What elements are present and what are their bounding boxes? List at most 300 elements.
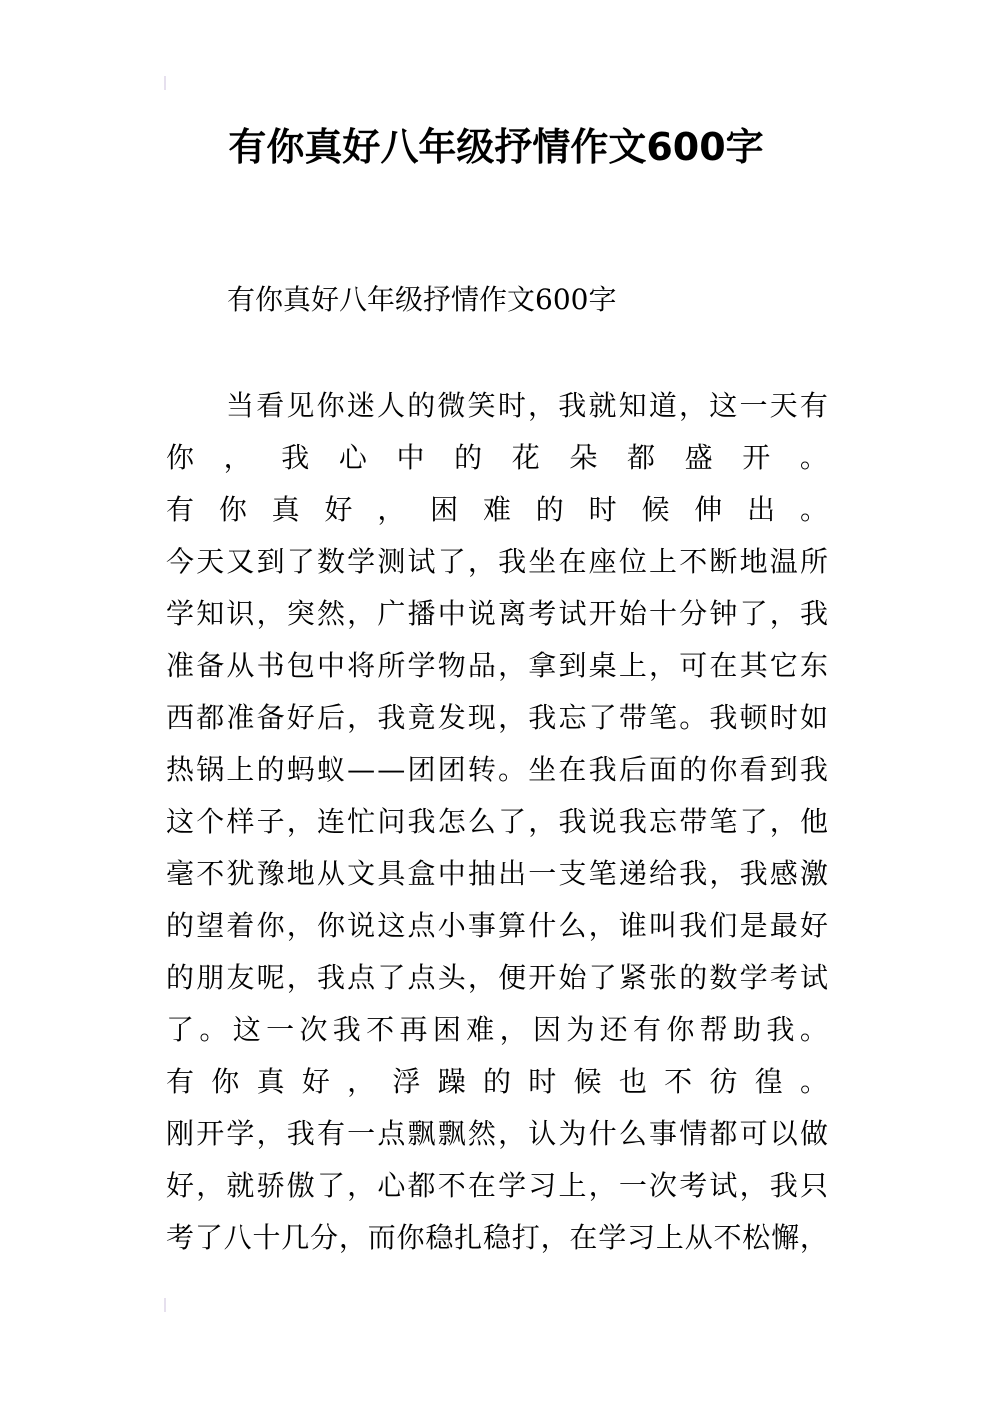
text-char: 开 (742, 441, 771, 474)
text-char: 团 (407, 753, 436, 786)
text-char: ， (540, 1221, 569, 1254)
text-char: 为 (566, 1013, 595, 1046)
text-char: 。 (199, 1013, 228, 1046)
text-char: 从 (316, 857, 345, 890)
text-char: 上 (226, 753, 255, 786)
text-char: 备 (256, 701, 285, 734)
text-char: 认 (528, 1117, 557, 1150)
text-char: 测 (377, 545, 406, 578)
text-char: 我 (558, 389, 587, 422)
text-char: 有 (633, 1013, 662, 1046)
text-char: ， (286, 909, 315, 942)
text-char: 一 (347, 1117, 376, 1150)
text-char: 最 (769, 909, 798, 942)
text-char: 考 (679, 1169, 708, 1202)
text-char: ， (799, 1221, 828, 1254)
text-char: 也 (618, 1065, 647, 1098)
text-char: 好 (301, 1065, 330, 1098)
text-char: 学 (347, 545, 376, 578)
text-char: 在 (467, 1169, 496, 1202)
text-char: 试 (558, 597, 587, 630)
text-line (166, 906, 828, 958)
text-char: 看 (739, 753, 768, 786)
text-char: 竟 (407, 701, 436, 734)
text-line (166, 1010, 828, 1062)
text-char: 发 (437, 701, 466, 734)
text-char: 我 (332, 1013, 361, 1046)
text-char: 懈 (771, 1221, 800, 1254)
text-char: 笔 (588, 857, 617, 890)
text-char: ， (196, 1169, 225, 1202)
text-char: ， (769, 805, 798, 838)
text-char: ， (498, 701, 527, 734)
text-char: 分 (310, 1221, 339, 1254)
text-char: 八 (223, 1221, 252, 1254)
text-char: 笔 (709, 805, 738, 838)
text-char: 物 (437, 649, 466, 682)
text-char: 你 (666, 1013, 695, 1046)
text-char: 知 (196, 597, 225, 630)
text-char: 突 (286, 597, 315, 630)
text-char: 所 (377, 649, 406, 682)
text-char: ， (467, 545, 496, 578)
text-char: 我 (316, 961, 345, 994)
text-char: ， (286, 961, 315, 994)
text-char: 我 (799, 597, 828, 630)
text-char: 中 (316, 649, 345, 682)
text-char: 我 (739, 857, 768, 890)
text-char: 从 (684, 1221, 713, 1254)
text-char: ， (223, 441, 252, 474)
text-char: 。 (799, 1065, 828, 1098)
text-char: 小 (437, 909, 466, 942)
text-char: 到 (256, 545, 285, 578)
text-char: 毫 (166, 857, 195, 890)
text-char: 这 (377, 909, 406, 942)
text-char: 我 (769, 1169, 798, 1202)
text-char: 微 (437, 389, 466, 422)
text-line (166, 646, 828, 698)
text-char: 感 (769, 857, 798, 890)
text-char: 书 (256, 649, 285, 682)
essay-subtitle: 有你真好八年级抒情作文600字 (227, 283, 617, 316)
text-char: 面 (648, 753, 677, 786)
text-char: 开 (196, 1117, 225, 1150)
text-char: 我 (281, 441, 310, 474)
text-char: — (377, 753, 406, 786)
text-char: 了 (437, 545, 466, 578)
text-char: 上 (655, 1221, 684, 1254)
text-char: 迷 (346, 389, 375, 422)
text-char: 他 (799, 805, 828, 838)
text-char: 顿 (739, 701, 768, 734)
text-char: 数 (316, 545, 345, 578)
text-char: 只 (799, 1169, 828, 1202)
text-char: ， (467, 961, 496, 994)
text-char: 开 (528, 961, 557, 994)
text-line (166, 1166, 828, 1218)
text-char: 试 (407, 545, 436, 578)
text-char: 朵 (569, 441, 598, 474)
text-char: 学 (498, 1169, 527, 1202)
text-char: 的 (407, 389, 436, 422)
text-char: 不 (679, 545, 708, 578)
essay-body (166, 386, 828, 1270)
text-char: 事 (649, 1117, 678, 1150)
text-char: 考 (166, 1221, 195, 1254)
text-char: 次 (649, 1169, 678, 1202)
text-char: 而 (367, 1221, 396, 1254)
text-char: 你 (709, 753, 738, 786)
text-char: 笔 (649, 701, 678, 734)
text-char: 帮 (699, 1013, 728, 1046)
text-char: 习 (627, 1221, 656, 1254)
text-char: 你 (396, 1221, 425, 1254)
text-char: 考 (769, 961, 798, 994)
text-char: 开 (588, 597, 617, 630)
text-char: 试 (709, 1169, 738, 1202)
text-char: 说 (588, 805, 617, 838)
text-char: 文 (347, 857, 376, 890)
text-char: 上 (649, 545, 678, 578)
text-char: 傲 (286, 1169, 315, 1202)
text-char: ， (528, 389, 557, 422)
text-char: 了 (316, 1169, 345, 1202)
text-char: 的 (166, 909, 195, 942)
text-char: 我 (618, 805, 647, 838)
text-char: 什 (528, 909, 557, 942)
text-char: 试 (799, 961, 828, 994)
text-char: ， (769, 597, 798, 630)
text-char: ， (347, 597, 376, 630)
text-char: 激 (799, 857, 828, 890)
text-char: 分 (679, 597, 708, 630)
text-char: ， (528, 805, 557, 838)
text-char: ， (709, 857, 738, 890)
text-char: ， (498, 1117, 527, 1150)
text-char: 一 (618, 1169, 647, 1202)
text-char: 在 (558, 753, 587, 786)
text-char: 都 (407, 1169, 436, 1202)
text-char: 你 (166, 441, 195, 474)
text-char: 看 (256, 389, 285, 422)
text-line (166, 698, 828, 750)
text-char: 始 (558, 961, 587, 994)
text-char: 我 (766, 1013, 795, 1046)
text-char: 考 (528, 597, 557, 630)
text-char: 我 (528, 701, 557, 734)
text-char: 转 (467, 753, 496, 786)
text-char: 中 (437, 597, 466, 630)
text-char: 座 (588, 545, 617, 578)
text-char: 了 (377, 961, 406, 994)
text-char: 我 (498, 545, 527, 578)
text-char: ， (256, 1117, 285, 1150)
text-char: 我 (679, 857, 708, 890)
text-char: 稳 (425, 1221, 454, 1254)
text-char: 望 (196, 909, 225, 942)
text-char: 位 (618, 545, 647, 578)
text-char: 始 (618, 597, 647, 630)
text-char: 张 (649, 961, 678, 994)
text-char: ， (499, 1013, 528, 1046)
text-char: 不 (437, 1169, 466, 1202)
text-char: ， (679, 389, 708, 422)
text-char: 十 (649, 597, 678, 630)
text-char: 一 (266, 1013, 295, 1046)
text-char: 盒 (407, 857, 436, 890)
text-char: 我 (558, 805, 587, 838)
text-char: 播 (407, 597, 436, 630)
text-char: 都 (627, 441, 656, 474)
text-char: 困 (432, 1013, 461, 1046)
text-char: 我 (286, 1117, 315, 1150)
text-char: 十 (252, 1221, 281, 1254)
text-char: 可 (739, 1117, 768, 1150)
text-char: 在 (569, 1221, 598, 1254)
text-char: 你 (211, 1065, 240, 1098)
text-char: 你 (218, 493, 247, 526)
text-char: 好 (286, 701, 315, 734)
text-char: 好 (166, 1169, 195, 1202)
text-char: ， (347, 701, 376, 734)
text-char: 个 (196, 805, 225, 838)
text-char: 稳 (482, 1221, 511, 1254)
text-char: 们 (709, 909, 738, 942)
text-line (166, 1218, 828, 1270)
text-char: 准 (166, 649, 195, 682)
text-char: 次 (299, 1013, 328, 1046)
text-char: 了 (588, 701, 617, 734)
text-char: 坐 (528, 545, 557, 578)
text-char: 了 (739, 805, 768, 838)
text-char: 带 (679, 805, 708, 838)
text-char: 因 (532, 1013, 561, 1046)
text-char: 连 (316, 805, 345, 838)
text-char: 断 (709, 545, 738, 578)
text-char: 的 (454, 441, 483, 474)
text-char: 知 (618, 389, 647, 422)
text-char: 蚁 (316, 753, 345, 786)
text-line (166, 1062, 828, 1114)
text-char: 在 (709, 649, 738, 682)
text-char: 点 (347, 961, 376, 994)
text-line (166, 594, 828, 646)
text-char: 道 (648, 389, 677, 422)
text-char: 么 (558, 909, 587, 942)
text-char: 犹 (226, 857, 255, 890)
text-char: 都 (709, 1117, 738, 1150)
text-char: 朋 (196, 961, 225, 994)
text-char: ， (377, 493, 406, 526)
text-char: 我 (377, 701, 406, 734)
text-char: 时 (588, 493, 617, 526)
text-char: 一 (739, 389, 768, 422)
text-line (166, 750, 828, 802)
text-char: 具 (377, 857, 406, 890)
text-char: 笑 (467, 389, 496, 422)
text-char: 了 (498, 805, 527, 838)
page-title: 有你真好八年级抒情作文600字 (228, 125, 764, 169)
text-line (166, 1114, 828, 1166)
text-char: 忘 (649, 805, 678, 838)
text-char: 候 (641, 493, 670, 526)
text-char: 徨 (754, 1065, 783, 1098)
text-char: ， (286, 805, 315, 838)
text-line (166, 802, 828, 854)
text-char: 学 (739, 961, 768, 994)
text-char: 它 (769, 649, 798, 682)
text-char: 我 (679, 909, 708, 942)
text-char: 中 (437, 857, 466, 890)
margin-mark-top (164, 76, 166, 90)
text-char: 刚 (166, 1117, 195, 1150)
text-char: 包 (286, 649, 315, 682)
text-char: 说 (467, 597, 496, 630)
text-char: 的 (679, 961, 708, 994)
text-char: 当 (226, 389, 255, 422)
text-char: 拿 (528, 649, 557, 682)
text-char: 伸 (694, 493, 723, 526)
text-char: 我 (588, 753, 617, 786)
text-line (166, 490, 828, 542)
text-char: 不 (366, 1013, 395, 1046)
text-line (166, 958, 828, 1010)
text-char: 以 (769, 1117, 798, 1150)
text-char: 算 (498, 909, 527, 942)
text-char: 扎 (454, 1221, 483, 1254)
text-char: 了 (166, 1013, 195, 1046)
text-char: 品 (467, 649, 496, 682)
text-char: 我 (799, 753, 828, 786)
text-char: 了 (588, 961, 617, 994)
text-char: 如 (799, 701, 828, 734)
text-char: 彷 (709, 1065, 738, 1098)
text-char: 从 (226, 649, 255, 682)
text-char: 松 (742, 1221, 771, 1254)
text-char: 中 (396, 441, 425, 474)
text-char: 你 (316, 389, 345, 422)
text-char: 出 (498, 857, 527, 890)
text-char: 有 (316, 1117, 345, 1150)
text-char: 了 (194, 1221, 223, 1254)
text-char: 不 (664, 1065, 693, 1098)
text-char: 时 (497, 389, 526, 422)
text-char: 子 (256, 805, 285, 838)
text-char: 我 (709, 701, 738, 734)
text-char: ， (739, 1169, 768, 1202)
text-char: 今 (166, 545, 195, 578)
text-char: 就 (226, 1169, 255, 1202)
text-char: 天 (196, 545, 225, 578)
text-char: 的 (256, 753, 285, 786)
text-char: 谁 (618, 909, 647, 942)
text-char: 广 (377, 597, 406, 630)
text-char: 地 (286, 857, 315, 890)
text-char: 然 (316, 597, 345, 630)
text-char: 浮 (392, 1065, 421, 1098)
text-char: 上 (558, 1169, 587, 1202)
text-char: 出 (747, 493, 776, 526)
text-char: 助 (733, 1013, 762, 1046)
text-char: 困 (430, 493, 459, 526)
text-char: 时 (769, 701, 798, 734)
text-char: 支 (558, 857, 587, 890)
text-char: 其 (739, 649, 768, 682)
text-char: 怎 (437, 805, 466, 838)
text-char: 又 (226, 545, 255, 578)
text-char: 备 (196, 649, 225, 682)
text-char: 问 (377, 805, 406, 838)
text-char: 这 (232, 1013, 261, 1046)
text-char: 真 (256, 1065, 285, 1098)
text-char: 着 (226, 909, 255, 942)
text-char: 。 (679, 701, 708, 734)
text-char: 样 (226, 805, 255, 838)
text-char: 点 (407, 909, 436, 942)
text-char: 一 (528, 857, 557, 890)
text-char: 上 (618, 649, 647, 682)
text-line (166, 386, 828, 438)
text-char: 蚂 (286, 753, 315, 786)
text-char: 的 (166, 961, 195, 994)
text-char: 就 (588, 389, 617, 422)
text-char: 呢 (256, 961, 285, 994)
text-char: 盛 (684, 441, 713, 474)
text-char: 的 (679, 753, 708, 786)
text-char: 有 (799, 389, 828, 422)
text-char: 打 (511, 1221, 540, 1254)
text-char: 心 (338, 441, 367, 474)
text-char: 天 (769, 389, 798, 422)
text-char: ， (338, 1221, 367, 1254)
text-char: 地 (739, 545, 768, 578)
text-line (166, 542, 828, 594)
text-char: 为 (558, 1117, 587, 1150)
text-char: 点 (377, 1117, 406, 1150)
text-char: 习 (528, 1169, 557, 1202)
text-char: 可 (679, 649, 708, 682)
text-char: 的 (482, 1065, 511, 1098)
text-char: 团 (437, 753, 466, 786)
text-char: 抽 (467, 857, 496, 890)
text-char: ， (256, 597, 285, 630)
text-char: 的 (535, 493, 564, 526)
text-char: 好 (799, 909, 828, 942)
text-char: 离 (498, 597, 527, 630)
text-char: 东 (799, 649, 828, 682)
text-char: 学 (166, 597, 195, 630)
text-char: 头 (437, 961, 466, 994)
text-char: 有 (166, 1065, 195, 1098)
margin-mark-bottom (164, 1298, 166, 1312)
text-char: 都 (196, 701, 225, 734)
text-char: 几 (281, 1221, 310, 1254)
text-char: 是 (739, 909, 768, 942)
text-char: 骄 (256, 1169, 285, 1202)
text-char: 。 (799, 441, 828, 474)
text-char: 桌 (588, 649, 617, 682)
text-char: 给 (649, 857, 678, 890)
text-char: 好 (324, 493, 353, 526)
text-char: 么 (618, 1117, 647, 1150)
text-char: 叫 (649, 909, 678, 942)
text-char: 不 (196, 857, 225, 890)
text-char: 所 (799, 545, 828, 578)
text-char: ， (498, 649, 527, 682)
text-char: 说 (347, 909, 376, 942)
text-char: 了 (286, 545, 315, 578)
